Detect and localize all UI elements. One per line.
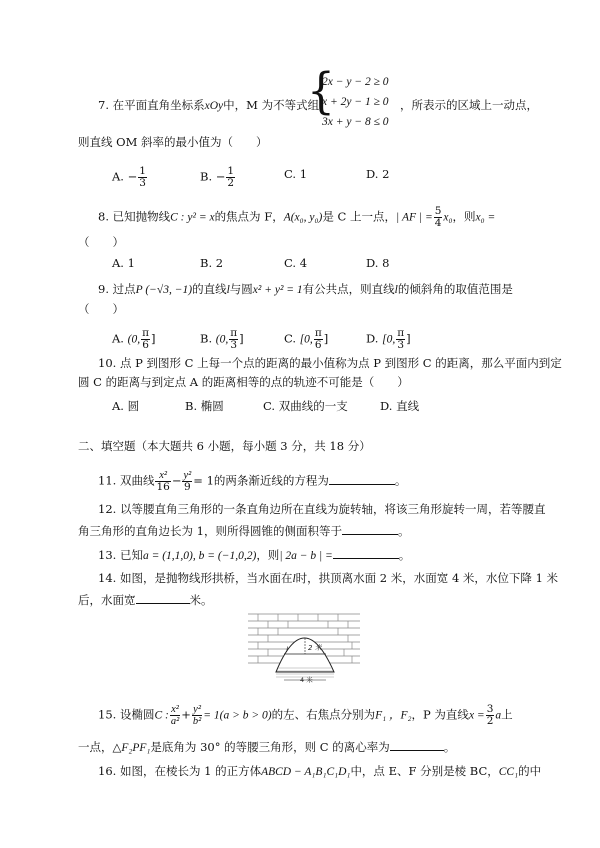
q7-a-label: A. [112,169,124,184]
q7-option-b[interactable] [200,166,236,189]
q7-text: 7. 在平面直角坐标系 [98,98,205,112]
q9-option-d[interactable]: D. [0, $\frac{\pi}{3}$ ] [366,327,411,351]
q7-b-frac: $\frac{1}{2}$ [227,165,235,189]
q14-answer-blank[interactable] [136,591,190,604]
q8-option-c[interactable]: C. 4 [284,256,308,270]
q10-line1: 10. 点 P 到图形 C 上每一个点的距离的最小值称为点 P 到图形 C 的距离，那么平面内到定 [98,356,562,370]
q8-line1: 8. 已知抛物线C : y² = x的焦点为 F，A(x₀, y₀)是 C 上一点，| AF | = $\frac{5}{4}$ x₀，则x₀ = [98,205,496,229]
q7-option-a[interactable] [112,166,148,189]
q7-suffix: ，所表示的区域上一动点， [400,98,538,112]
arch-bridge-figure [248,610,360,684]
q12-line1: 12. 以等腰直角三角形的一条直角边所在直线为旋转轴，将该三角形旋转一周，若等腰直 [98,502,546,516]
q12-line2: 角三角形的直角边长为 1，则所得圆锥的侧面积等于 。 [78,524,410,538]
q8-point: A(x₀, y₀) [283,211,323,224]
q14-line2: 后，水面宽 米。 [78,593,213,607]
q7-ineq-1: 2x − y − 2 ≥ 0 [322,76,389,88]
q9-option-c[interactable]: C. [0, $\frac{\pi}{6}$ ] [284,327,329,351]
q7-b-sign: − [215,169,226,184]
q13-answer-blank[interactable] [333,546,399,559]
q7-a-sign: − [127,169,138,184]
q14-line1: 14. 如图，是抛物线形拱桥，当水面在l时，拱顶离水面 2 米，水面宽 4 米，水位下降 1 米 [98,571,559,585]
q10-option-c[interactable]: C. 双曲线的一支 [263,399,348,413]
q9-circle: x² + y² = 1 [252,284,303,296]
q11-answer-blank[interactable] [329,472,395,485]
q7-text-mid: 中，M 为不等式组 [223,98,320,112]
q15-answer-blank[interactable] [390,738,444,751]
q11-line: 11. 双曲线 $\frac{\text{x²}}{16}$ − $\frac{\text{y²}}{9}$ = 1的两条渐近线的方程为 。 [98,470,407,493]
q9-line1: 9. 过点P (−√3, −1)的直线l与圆x² + y² = 1有公共点，则直线l的倾斜角的取值范围是 [98,282,513,296]
q16-line: 16. 如图，在棱长为 1 的正方体ABCD − A₁B₁C₁D₁中，点 E、F 分别是棱 BC，CC₁的中 [98,764,542,778]
q15-line2: 一点，△F₂PF₁是底角为 30° 的等腰三角形，则 C 的离心率为 。 [78,740,456,754]
height-label: 2 米 [308,644,322,652]
q13-vectors: a = (1,1,0), b = (−1,0,2) [142,550,257,562]
q7-line1 [98,97,319,114]
width-label: 4 米 [300,676,313,684]
q13-line: 13. 已知a = (1,1,0), b = (−1,0,2)，则| 2a − b | = 。 [98,548,411,562]
section-2-heading: 二、填空题（本大题共 6 小题，每小题 3 分，共 18 分） [78,439,371,453]
q8-paren: （ ） [78,235,124,249]
q10-option-d[interactable]: D. 直线 [380,399,420,413]
q16-cube: ABCD − A₁B₁C₁D₁ [261,766,351,778]
q7-b-label: B. [200,169,213,184]
q10-option-a[interactable]: A. 圆 [112,399,140,413]
q7-a-frac: $\frac{1}{3}$ [139,165,146,189]
q7-option-c[interactable]: C. 1 [284,167,308,181]
q7-xoy: xOy [204,100,224,112]
q7-inequality-system [322,72,389,132]
q9-option-a[interactable]: A. (0, $\frac{\pi}{6}$ ] [112,327,156,351]
water-line-label: l [286,646,288,654]
q7-ineq-2: x + 2y − 1 ≥ 0 [322,96,389,108]
q9-point: P (−√3, −1) [135,284,193,296]
q10-line2: 圆 C 的距离与到定点 A 的距离相等的点的轨迹不可能是（ ） [78,375,409,389]
q7-line2: 则直线 OM 斜率的最小值为（ ） [78,135,268,149]
q8-curve: C : y² = x [170,211,215,224]
q15-line1: 15. 设椭圆C : $\frac{\text{x²}}{\text{a²}}$ + $\frac{\text{y²}}{\text{b²}}$ = 1(a > b > 0)的左、右焦点分别为F₁ ，F₂，P 为直线x = $\frac{3}{2}$ a上 [98,703,513,727]
q10-option-b[interactable]: B. 椭圆 [185,399,224,413]
q9-paren: （ ） [78,302,124,316]
q7-brace: { [307,63,335,120]
q8-option-b[interactable]: B. 2 [200,256,224,270]
q8-option-a[interactable]: A. 1 [112,256,135,270]
q8-option-d[interactable]: D. 8 [366,256,390,270]
q12-answer-blank[interactable] [342,522,398,535]
q7-ineq-3: 3x + y − 8 ≤ 0 [322,116,389,128]
q7-option-d[interactable]: D. 2 [366,167,390,181]
q9-option-b[interactable]: B. (0, $\frac{\pi}{3}$ ] [200,327,244,351]
